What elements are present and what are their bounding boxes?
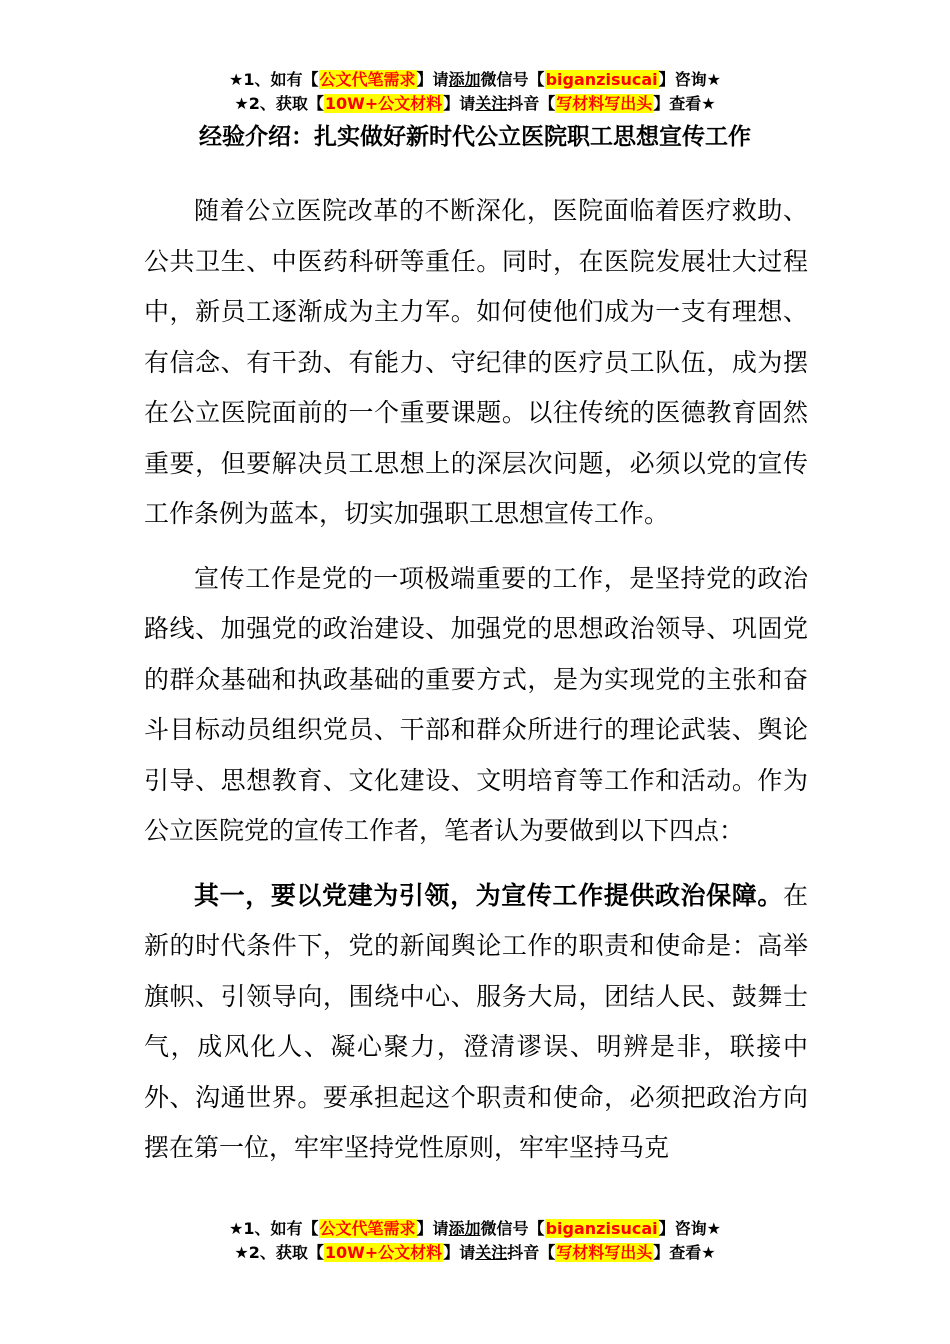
banner-text: ★2、获取【 <box>234 1243 324 1262</box>
banner-highlight: 写材料写出头 <box>556 1243 653 1262</box>
point-heading: 其一，要以党建为引领，为宣传工作提供政治保障。 <box>194 880 783 910</box>
banner-line-2 <box>0 1241 950 1265</box>
banner-highlight: 10W+公文材料 <box>324 1243 443 1262</box>
paragraph: 宣传工作是党的一项极端重要的工作，是坚持党的政治路线、加强党的政治建设、加强党的思想政治领导、巩固党的群众基础和执政基础的重要方式，是为实现党的主张和奋斗目标动员组织党员、干部和群众所进行的理论武装、舆论引导、思想教育、文化建设、文明培育等工作和活动。作为公立医院党的宣传工作者，笔者认为要做到以下四点： <box>144 563 808 845</box>
banner-line-1 <box>0 1217 950 1241</box>
banner-underlined-text: 关注 <box>475 94 508 113</box>
document-body <box>144 186 808 1174</box>
banner-highlight: 写材料写出头 <box>556 94 653 113</box>
banner-text: ★1、如有【 <box>229 70 319 89</box>
banner-line-2 <box>0 92 950 116</box>
banner-text: 】查看★ <box>653 94 716 113</box>
banner-highlight: 公文代笔需求 <box>319 1219 416 1238</box>
banner-text: 】请 <box>443 1243 476 1262</box>
footer-banner <box>0 1217 950 1265</box>
banner-text: ★1、如有【 <box>229 1219 319 1238</box>
banner-underlined-text: 关注 <box>475 1243 508 1262</box>
banner-highlight: 公文代笔需求 <box>319 70 416 89</box>
paragraph: 随着公立医院改革的不断深化，医院面临着医疗救助、公共卫生、中医药科研等重任。同时，在医院发展壮大过程中，新员工逐渐成为主力军。如何使他们成为一支有理想、有信念、有干劲、有能力、守纪律的医疗员工队伍，成为摆在公立医院面前的一个重要课题。以往传统的医德教育固然重要，但要解决员工思想上的深层次问题，必须以党的宣传工作条例为蓝本，切实加强职工思想宣传工作。 <box>144 196 808 528</box>
document-title: 经验介绍：扎实做好新时代公立医院职工思想宣传工作 <box>199 124 751 150</box>
banner-text: ★2、获取【 <box>234 94 324 113</box>
header-banner <box>0 68 950 116</box>
banner-line-1 <box>0 68 950 92</box>
banner-text: 抖音【 <box>507 94 556 113</box>
banner-text: 微信号【 <box>480 70 545 89</box>
banner-text: 】咨询★ <box>658 70 721 89</box>
banner-highlight: biganzisucai <box>545 1219 658 1238</box>
banner-text: 】请 <box>416 1219 449 1238</box>
banner-highlight: 10W+公文材料 <box>324 94 443 113</box>
banner-underlined-text: 添加 <box>448 70 481 89</box>
banner-text: 抖音【 <box>507 1243 556 1262</box>
banner-text: 】请 <box>443 94 476 113</box>
banner-text: 】咨询★ <box>658 1219 721 1238</box>
banner-highlight: biganzisucai <box>545 70 658 89</box>
banner-text: 】查看★ <box>653 1243 716 1262</box>
banner-text: 】请 <box>416 70 449 89</box>
banner-underlined-text: 添加 <box>448 1219 481 1238</box>
point-text: 在新的时代条件下，党的新闻舆论工作的职责和使命是：高举旗帜、引领导向，围绕中心、服务大局，团结人民、鼓舞士气，成风化人、凝心聚力，澄清谬误、明辨是非，联接中外、沟通世界。要承担起这个职责和使命，必须把政治方向摆在第一位，牢牢坚持党性原则，牢牢坚持马克 <box>144 880 808 1162</box>
paragraph-point-1 <box>144 871 808 1174</box>
banner-text: 微信号【 <box>480 1219 545 1238</box>
